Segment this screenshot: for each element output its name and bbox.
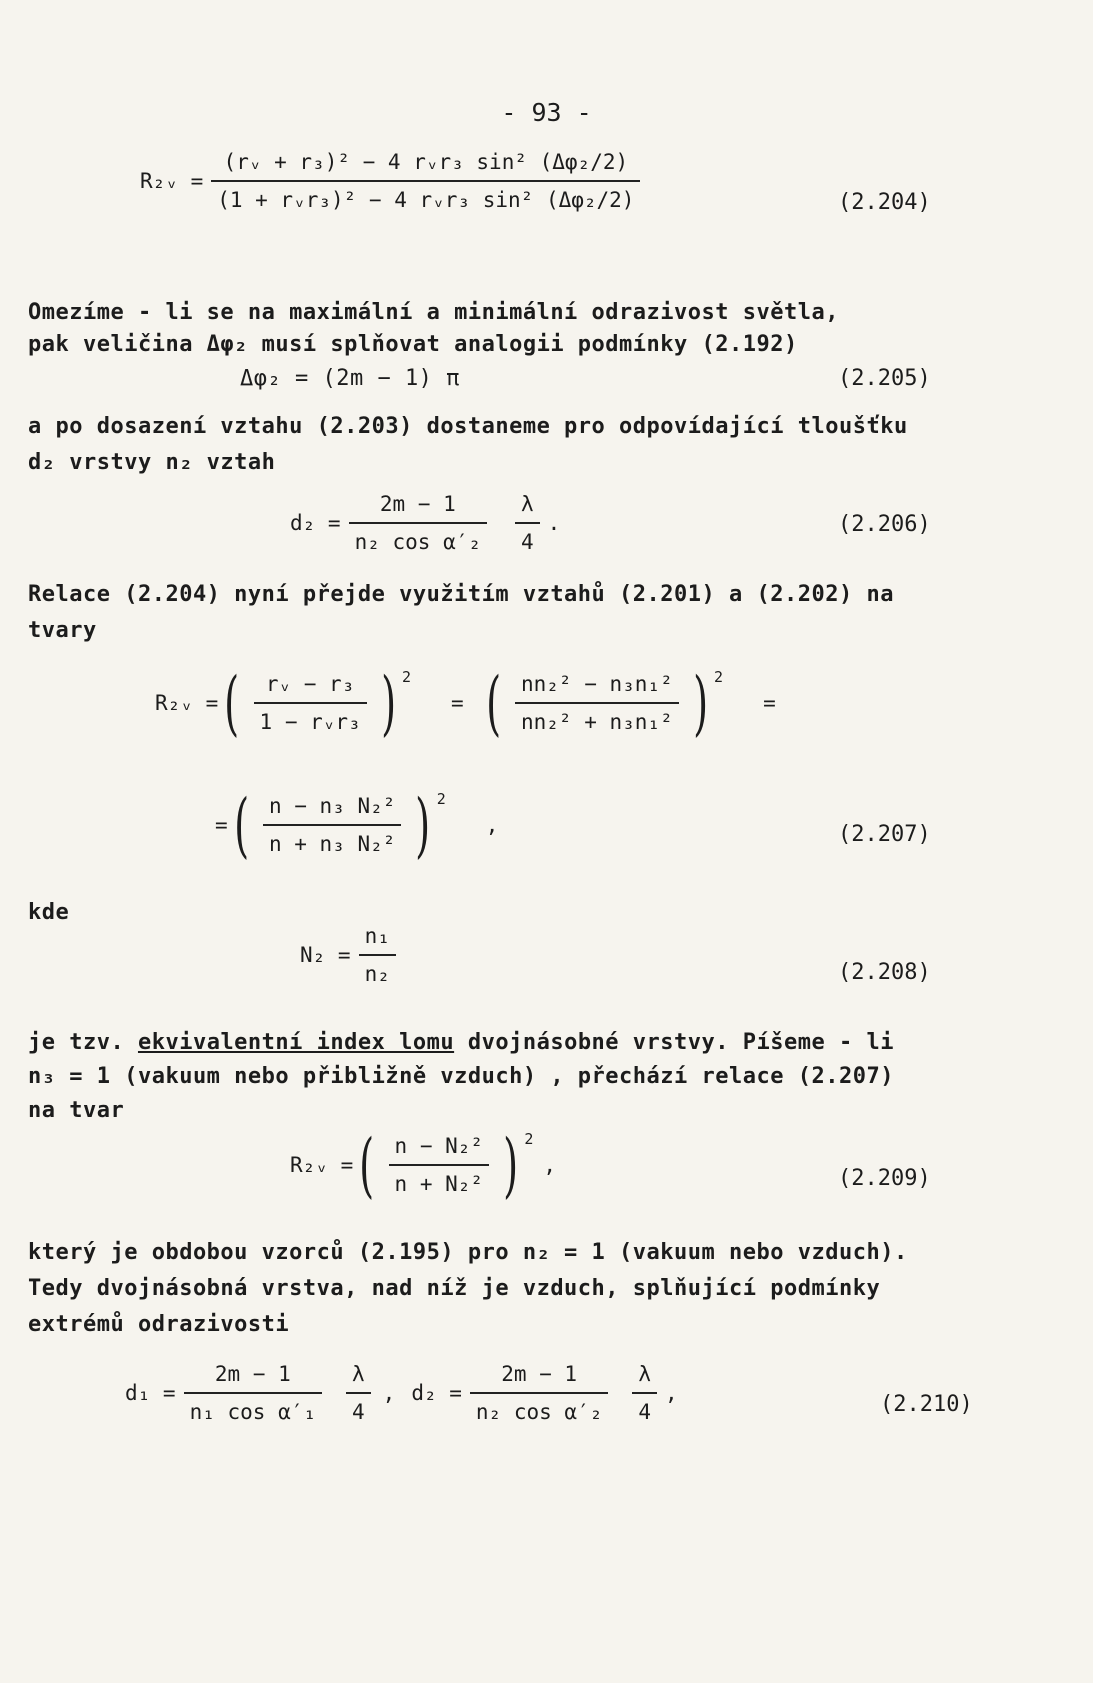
exponent: 2 [436, 790, 446, 808]
paragraph-line: d₂ vrstvy n₂ vztah [28, 450, 276, 475]
page-number: - 93 - [501, 98, 592, 127]
equation-2-208 [300, 924, 404, 986]
numerator: 2m − 1 [214, 1362, 291, 1386]
exponent: 2 [714, 668, 724, 686]
paragraph-line: tvary [28, 618, 97, 643]
numerator: n − n₃ N₂² [268, 794, 396, 818]
denominator: 4 [632, 1392, 657, 1424]
text-run: dvojnásobné vrstvy. Píšeme - li [454, 1030, 894, 1055]
fraction [359, 924, 396, 986]
punctuation: , [382, 1381, 396, 1405]
numerator: λ [521, 492, 534, 516]
punctuation: , [485, 813, 499, 837]
equals-sign: = [451, 691, 464, 715]
equals-sign: = [763, 691, 776, 715]
fraction [515, 672, 679, 734]
denominator: 4 [346, 1392, 371, 1424]
numerator: n − N₂² [394, 1134, 484, 1158]
paragraph-line: Relace (2.204) nyní přejde využitím vztahů (2.201) a (2.202) na [28, 582, 894, 607]
equation-2-207-part2 [215, 784, 499, 866]
underlined-term: ekvivalentní index lomu [137, 1030, 455, 1055]
denominator: n₂ cos α′₂ [470, 1392, 608, 1424]
denominator: (1 + rᵥr₃)² − 4 rᵥr₃ sin² (Δφ₂/2) [211, 180, 640, 212]
equation-lhs: d₂ = [290, 511, 341, 535]
equation-number: (2.207) [838, 822, 931, 847]
paragraph-line: n₃ = 1 (vakuum nebo přibližně vzduch) , přechází relace (2.207) [28, 1064, 894, 1089]
fraction [211, 150, 640, 212]
equals-sign: = [215, 813, 228, 837]
equation-2-204 [140, 150, 648, 212]
equation-number: (2.204) [838, 190, 931, 215]
equation-lhs: d₂ = [411, 1381, 462, 1405]
right-paren: ) [415, 784, 431, 866]
fraction [349, 492, 487, 554]
right-paren: ) [692, 662, 708, 744]
equation-number: (2.205) [838, 366, 931, 391]
numerator: nn₂² − n₃n₁² [521, 672, 673, 696]
left-paren: ( [485, 662, 501, 744]
numerator: 2m − 1 [379, 492, 456, 516]
fraction [184, 1362, 322, 1424]
numerator: 2m − 1 [501, 1362, 578, 1386]
numerator: λ [352, 1362, 365, 1386]
left-paren: ( [224, 662, 240, 744]
fraction [470, 1362, 608, 1424]
paragraph-line: pak veličina Δφ₂ musí splňovat analogii podmínky (2.192) [28, 332, 798, 357]
equation-2-209 [290, 1124, 557, 1206]
left-paren: ( [233, 784, 249, 866]
denominator: 4 [515, 522, 540, 554]
equation-number: (2.210) [880, 1392, 973, 1417]
punctuation: . [547, 511, 561, 535]
equation-2-207-part1 [155, 662, 776, 744]
paragraph-line [28, 1028, 1063, 1058]
fraction [346, 1362, 371, 1424]
paragraph-line: Omezíme - li se na maximální a minimální odrazivost světla, [28, 300, 839, 325]
exponent: 2 [524, 1130, 534, 1148]
denominator: n₂ cos α′₂ [349, 522, 487, 554]
denominator: n₁ cos α′₁ [184, 1392, 322, 1424]
equation-number: (2.206) [838, 512, 931, 537]
left-paren: ( [359, 1124, 375, 1206]
punctuation: , [543, 1153, 557, 1177]
fraction [632, 1362, 657, 1424]
denominator: n₂ [359, 954, 396, 986]
right-paren: ) [380, 662, 396, 744]
exponent: 2 [402, 668, 412, 686]
equation-lhs: R₂ᵥ = [290, 1153, 354, 1177]
equation-2-205: Δφ₂ = (2m − 1) π [240, 366, 460, 391]
equation-lhs: d₁ = [125, 1381, 176, 1405]
fraction [515, 492, 540, 554]
numerator: rᵥ − r₃ [265, 672, 355, 696]
denominator: nn₂² + n₃n₁² [515, 702, 679, 734]
numerator: λ [638, 1362, 651, 1386]
equation-lhs: R₂ᵥ = [155, 691, 219, 715]
paragraph-line: extrémů odrazivosti [28, 1312, 290, 1337]
paragraph-line: na tvar [28, 1098, 125, 1123]
denominator: 1 − rᵥr₃ [254, 702, 367, 734]
denominator: n + N₂² [389, 1164, 490, 1196]
fraction [263, 794, 401, 856]
equation-2-210 [125, 1362, 678, 1424]
paragraph-line: a po dosazení vztahu (2.203) dostaneme pro odpovídající tloušťku [28, 414, 908, 439]
paragraph-line: který je obdobou vzorců (2.195) pro n₂ = 1 (vakuum nebo vzduch). [28, 1240, 908, 1265]
numerator: (rᵥ + r₃)² − 4 rᵥr₃ sin² (Δφ₂/2) [223, 150, 629, 174]
equation-lhs: N₂ = [300, 943, 351, 967]
punctuation: , [665, 1381, 678, 1405]
fraction [254, 672, 367, 734]
equation-2-206 [290, 492, 560, 554]
equation-number: (2.209) [838, 1166, 931, 1191]
equation-lhs: R₂ᵥ = [140, 169, 204, 193]
equation-number: (2.208) [838, 960, 931, 985]
paragraph-line: Tedy dvojnásobná vrstva, nad níž je vzduch, splňující podmínky [28, 1276, 881, 1301]
text-run: je tzv. [28, 1030, 138, 1055]
right-paren: ) [503, 1124, 519, 1206]
denominator: n + n₃ N₂² [263, 824, 401, 856]
numerator: n₁ [364, 924, 390, 948]
fraction [389, 1134, 490, 1196]
kde-label: kde [28, 900, 70, 925]
